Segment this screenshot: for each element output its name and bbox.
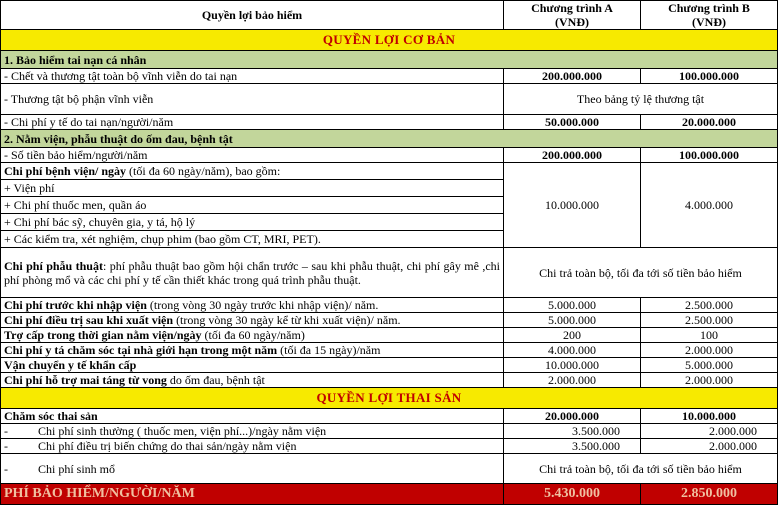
row-label <box>1 373 504 388</box>
band-maternity-benefits: QUYỀN LỢI THAI SẢN <box>1 388 778 409</box>
section2-row <box>1 130 778 148</box>
row-value-a: 5.000.000 <box>504 298 641 313</box>
row-value-a: 4.000.000 <box>504 343 641 358</box>
row-merged-value: Chi trả toàn bộ, tối đa tới số tiền bảo hiểm <box>504 454 778 484</box>
row-label-rest: (trong vòng 30 ngày kể từ khi xuất viện)/ năm. <box>173 313 401 327</box>
hospital-cost-title <box>1 163 503 180</box>
row-value-b: 100.000.000 <box>641 69 778 84</box>
row-value-a: 200.000.000 <box>504 69 641 84</box>
row-value-a: 200.000.000 <box>504 148 641 163</box>
row-label: - Chết và thương tật toàn bộ vĩnh viễn do tai nạn <box>1 69 504 84</box>
row-value-b: 2.000.000 <box>641 343 778 358</box>
row-value-b: 5.000.000 <box>641 358 778 373</box>
surgery-label-rest: : phí phẫu thuật bao gồm hội chẩn trước – sau khi phẫu thuật, chi phí gây mê ,chi phí phòng mổ và các chi phí y tế cần thiết khác trong quá trình phẫu thuật. <box>4 258 500 287</box>
band-basic-benefits: QUYỀN LỢI CƠ BẢN <box>1 30 778 51</box>
table-row <box>1 298 778 313</box>
row-value-b: 2.000.000 <box>641 373 778 388</box>
row-label-rest: (trong vòng 30 ngày trước khi nhập viện)/ năm. <box>146 298 379 312</box>
hospital-cost-cell <box>1 163 504 248</box>
row-value-a: 3.500.000 <box>504 439 641 454</box>
row-value-b: 100.000.000 <box>641 148 778 163</box>
header-benefit: Quyền lợi bảo hiểm <box>1 1 504 30</box>
section1-title: 1. Bảo hiểm tai nạn cá nhân <box>1 51 778 69</box>
row-label-bold: Chi phí trước khi nhập viện <box>4 298 147 312</box>
table-row <box>1 115 778 130</box>
table-row <box>1 69 778 84</box>
row-value-b: 2.500.000 <box>641 298 778 313</box>
row-dash: - <box>4 439 8 453</box>
row-value-b: 2.500.000 <box>641 313 778 328</box>
table-row <box>1 454 778 484</box>
row-value-a: 2.000.000 <box>504 373 641 388</box>
row-label-bold: Chi phí y tá chăm sóc tại nhà giới hạn trong một năm <box>4 343 278 357</box>
row-label <box>1 343 504 358</box>
maternity-value-b: 10.000.000 <box>641 409 778 424</box>
table-row <box>1 424 778 439</box>
maternity-title-row <box>1 409 778 424</box>
hospital-cost-label-bold: Chi phí bệnh viện/ ngày <box>4 164 127 178</box>
header-row <box>1 1 778 30</box>
total-value-b: 2.850.000 <box>641 484 778 505</box>
row-value-b: 2.000.000 <box>641 439 778 454</box>
band-maternity-row <box>1 388 778 409</box>
row-label-rest: (tối đa 60 ngày/năm) <box>201 328 305 342</box>
table-row <box>1 343 778 358</box>
maternity-title: Chăm sóc thai sản <box>1 409 504 424</box>
maternity-value-a: 20.000.000 <box>504 409 641 424</box>
section2-title: 2. Nằm viện, phẫu thuật do ốm đau, bệnh tật <box>1 130 778 148</box>
row-label-bold: Trợ cấp trong thời gian nằm viện/ngày <box>4 328 202 342</box>
row-label: - Số tiền bảo hiểm/người/năm <box>1 148 504 163</box>
row-label: - Thương tật bộ phận vĩnh viễn <box>1 84 504 115</box>
hospital-value-b: 4.000.000 <box>641 163 778 248</box>
row-value-a: 10.000.000 <box>504 358 641 373</box>
total-label: PHÍ BẢO HIỂM/NGƯỜI/NĂM <box>1 484 504 505</box>
table-row <box>1 148 778 163</box>
header-program-b: Chương trình B (VNĐ) <box>641 1 778 30</box>
row-label-bold: Chi phí điều trị sau khi xuất viện <box>4 313 174 327</box>
table-row <box>1 328 778 343</box>
section1-row <box>1 51 778 69</box>
row-label <box>1 358 504 373</box>
row-label-text: Chi phí điều trị biến chứng do thai sản/ngày nằm viện <box>38 439 297 453</box>
row-label-bold: Vận chuyển y tế khẩn cấp <box>4 358 137 372</box>
hospital-item: + Các kiểm tra, xét nghiệm, chụp phim (bao gồm CT, MRI, PET). <box>4 232 321 246</box>
hospital-value-a: 10.000.000 <box>504 163 641 248</box>
row-label <box>1 298 504 313</box>
row-label <box>1 313 504 328</box>
row-value-a: 50.000.000 <box>504 115 641 130</box>
surgery-row <box>1 248 778 298</box>
table-row <box>1 373 778 388</box>
row-label <box>1 454 504 484</box>
row-dash: - <box>4 424 8 438</box>
hospital-item: + Chi phí thuốc men, quần áo <box>1 197 503 214</box>
row-value-b: 20.000.000 <box>641 115 778 130</box>
row-label <box>1 424 504 439</box>
row-value-a: 3.500.000 <box>504 424 641 439</box>
hospital-cost-label-rest: (tối đa 60 ngày/năm), bao gồm: <box>126 164 281 178</box>
row-label-rest: (tối đa 15 ngày)/năm <box>277 343 381 357</box>
row-label <box>1 328 504 343</box>
row-label: - Chi phí y tế do tai nạn/người/năm <box>1 115 504 130</box>
hospital-cost-row <box>1 163 778 248</box>
table-row <box>1 439 778 454</box>
hospital-item: + Chi phí bác sỹ, chuyên gia, y tá, hộ lý <box>1 214 503 231</box>
row-value-b: 100 <box>641 328 778 343</box>
row-value-a: 5.000.000 <box>504 313 641 328</box>
row-label-text: Chi phí sinh thường ( thuốc men, viện phí...)/ngày nằm viện <box>38 424 327 438</box>
row-merged-value: Theo bảng tỷ lệ thương tật <box>504 84 778 115</box>
surgery-label <box>1 248 504 298</box>
row-value-b: 2.000.000 <box>641 424 778 439</box>
row-value-a: 200 <box>504 328 641 343</box>
surgery-label-bold: Chi phí phẫu thuật <box>4 258 103 273</box>
total-row <box>1 484 778 505</box>
table-row <box>1 313 778 328</box>
hospital-item: + Viện phí <box>1 180 503 197</box>
row-label <box>1 439 504 454</box>
band-basic-row <box>1 30 778 51</box>
row-label-bold: Chi phí hỗ trợ mai táng từ vong <box>4 373 167 387</box>
total-value-a: 5.430.000 <box>504 484 641 505</box>
surgery-merged-value: Chi trả toàn bộ, tối đa tới số tiền bảo hiểm <box>504 248 778 298</box>
row-label-text: Chi phí sinh mổ <box>38 461 116 476</box>
table-row <box>1 84 778 115</box>
row-label-rest: do ốm đau, bệnh tật <box>166 373 265 387</box>
table-row <box>1 358 778 373</box>
header-program-a: Chương trình A (VNĐ) <box>504 1 641 30</box>
row-dash: - <box>4 461 8 476</box>
